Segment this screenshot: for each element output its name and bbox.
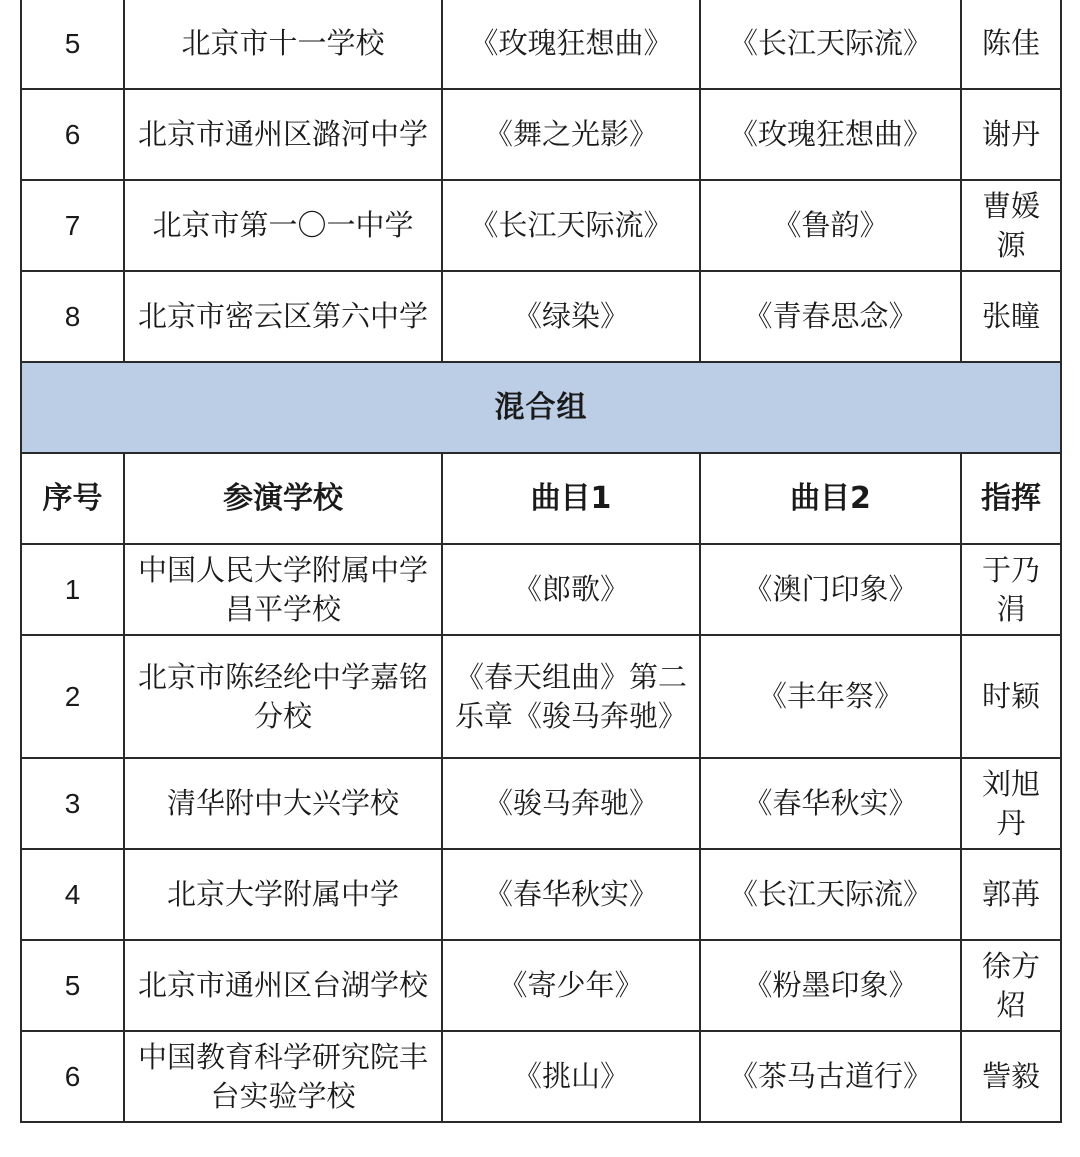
conductor: 郭苒 (961, 849, 1061, 940)
song-2: 《丰年祭》 (700, 635, 961, 758)
song-2: 《鲁韵》 (700, 180, 961, 271)
song-2: 《长江天际流》 (700, 849, 961, 940)
group-header-row (21, 362, 1061, 453)
row-index: 5 (21, 940, 124, 1031)
conductor: 谢丹 (961, 89, 1061, 180)
song-1: 《绿染》 (442, 271, 700, 362)
song-1: 《挑山》 (442, 1031, 700, 1122)
school-name: 清华附中大兴学校 (124, 758, 442, 849)
row-index: 4 (21, 849, 124, 940)
song-1: 《春华秋实》 (442, 849, 700, 940)
conductor: 时颖 (961, 635, 1061, 758)
conductor: 訾毅 (961, 1031, 1061, 1122)
row-index: 1 (21, 544, 124, 635)
table-row (21, 849, 1061, 940)
school-name: 北京市通州区台湖学校 (124, 940, 442, 1031)
school-name: 北京市通州区潞河中学 (124, 89, 442, 180)
school-name: 北京市密云区第六中学 (124, 271, 442, 362)
table-row (21, 180, 1061, 271)
conductor: 徐方炤 (961, 940, 1061, 1031)
song-1: 《寄少年》 (442, 940, 700, 1031)
song-1: 《玫瑰狂想曲》 (442, 0, 700, 89)
school-name: 北京市陈经纶中学嘉铭分校 (124, 635, 442, 758)
performance-table-container (20, 0, 1060, 1123)
table-row (21, 940, 1061, 1031)
column-header-song-1: 曲目1 (442, 453, 700, 544)
school-name: 北京大学附属中学 (124, 849, 442, 940)
school-name: 北京市十一学校 (124, 0, 442, 89)
row-index: 7 (21, 180, 124, 271)
column-header-row (21, 453, 1061, 544)
song-1: 《长江天际流》 (442, 180, 700, 271)
row-index: 8 (21, 271, 124, 362)
song-1: 《骏马奔驰》 (442, 758, 700, 849)
song-2: 《青春思念》 (700, 271, 961, 362)
table-row (21, 0, 1061, 89)
song-2: 《粉墨印象》 (700, 940, 961, 1031)
song-2: 《玫瑰狂想曲》 (700, 89, 961, 180)
column-header-school: 参演学校 (124, 453, 442, 544)
column-header-song-2: 曲目2 (700, 453, 961, 544)
performance-schedule-table (20, 0, 1062, 1123)
row-index: 6 (21, 89, 124, 180)
school-name: 中国教育科学研究院丰台实验学校 (124, 1031, 442, 1122)
song-1: 《郎歌》 (442, 544, 700, 635)
song-2: 《长江天际流》 (700, 0, 961, 89)
table-row (21, 1031, 1061, 1122)
table-row (21, 758, 1061, 849)
table-row (21, 635, 1061, 758)
conductor: 刘旭丹 (961, 758, 1061, 849)
song-2: 《春华秋实》 (700, 758, 961, 849)
song-1: 《春天组曲》第二乐章《骏马奔驰》 (442, 635, 700, 758)
row-index: 2 (21, 635, 124, 758)
table-row (21, 89, 1061, 180)
conductor: 于乃涓 (961, 544, 1061, 635)
school-name: 北京市第一〇一中学 (124, 180, 442, 271)
column-header-conductor: 指挥 (961, 453, 1061, 544)
song-2: 《澳门印象》 (700, 544, 961, 635)
conductor: 曹媛源 (961, 180, 1061, 271)
row-index: 5 (21, 0, 124, 89)
row-index: 3 (21, 758, 124, 849)
school-name: 中国人民大学附属中学昌平学校 (124, 544, 442, 635)
group-title: 混合组 (21, 362, 1061, 453)
column-header-index: 序号 (21, 453, 124, 544)
conductor: 陈佳 (961, 0, 1061, 89)
row-index: 6 (21, 1031, 124, 1122)
song-2: 《茶马古道行》 (700, 1031, 961, 1122)
song-1: 《舞之光影》 (442, 89, 700, 180)
conductor: 张瞳 (961, 271, 1061, 362)
table-row (21, 271, 1061, 362)
table-row (21, 544, 1061, 635)
